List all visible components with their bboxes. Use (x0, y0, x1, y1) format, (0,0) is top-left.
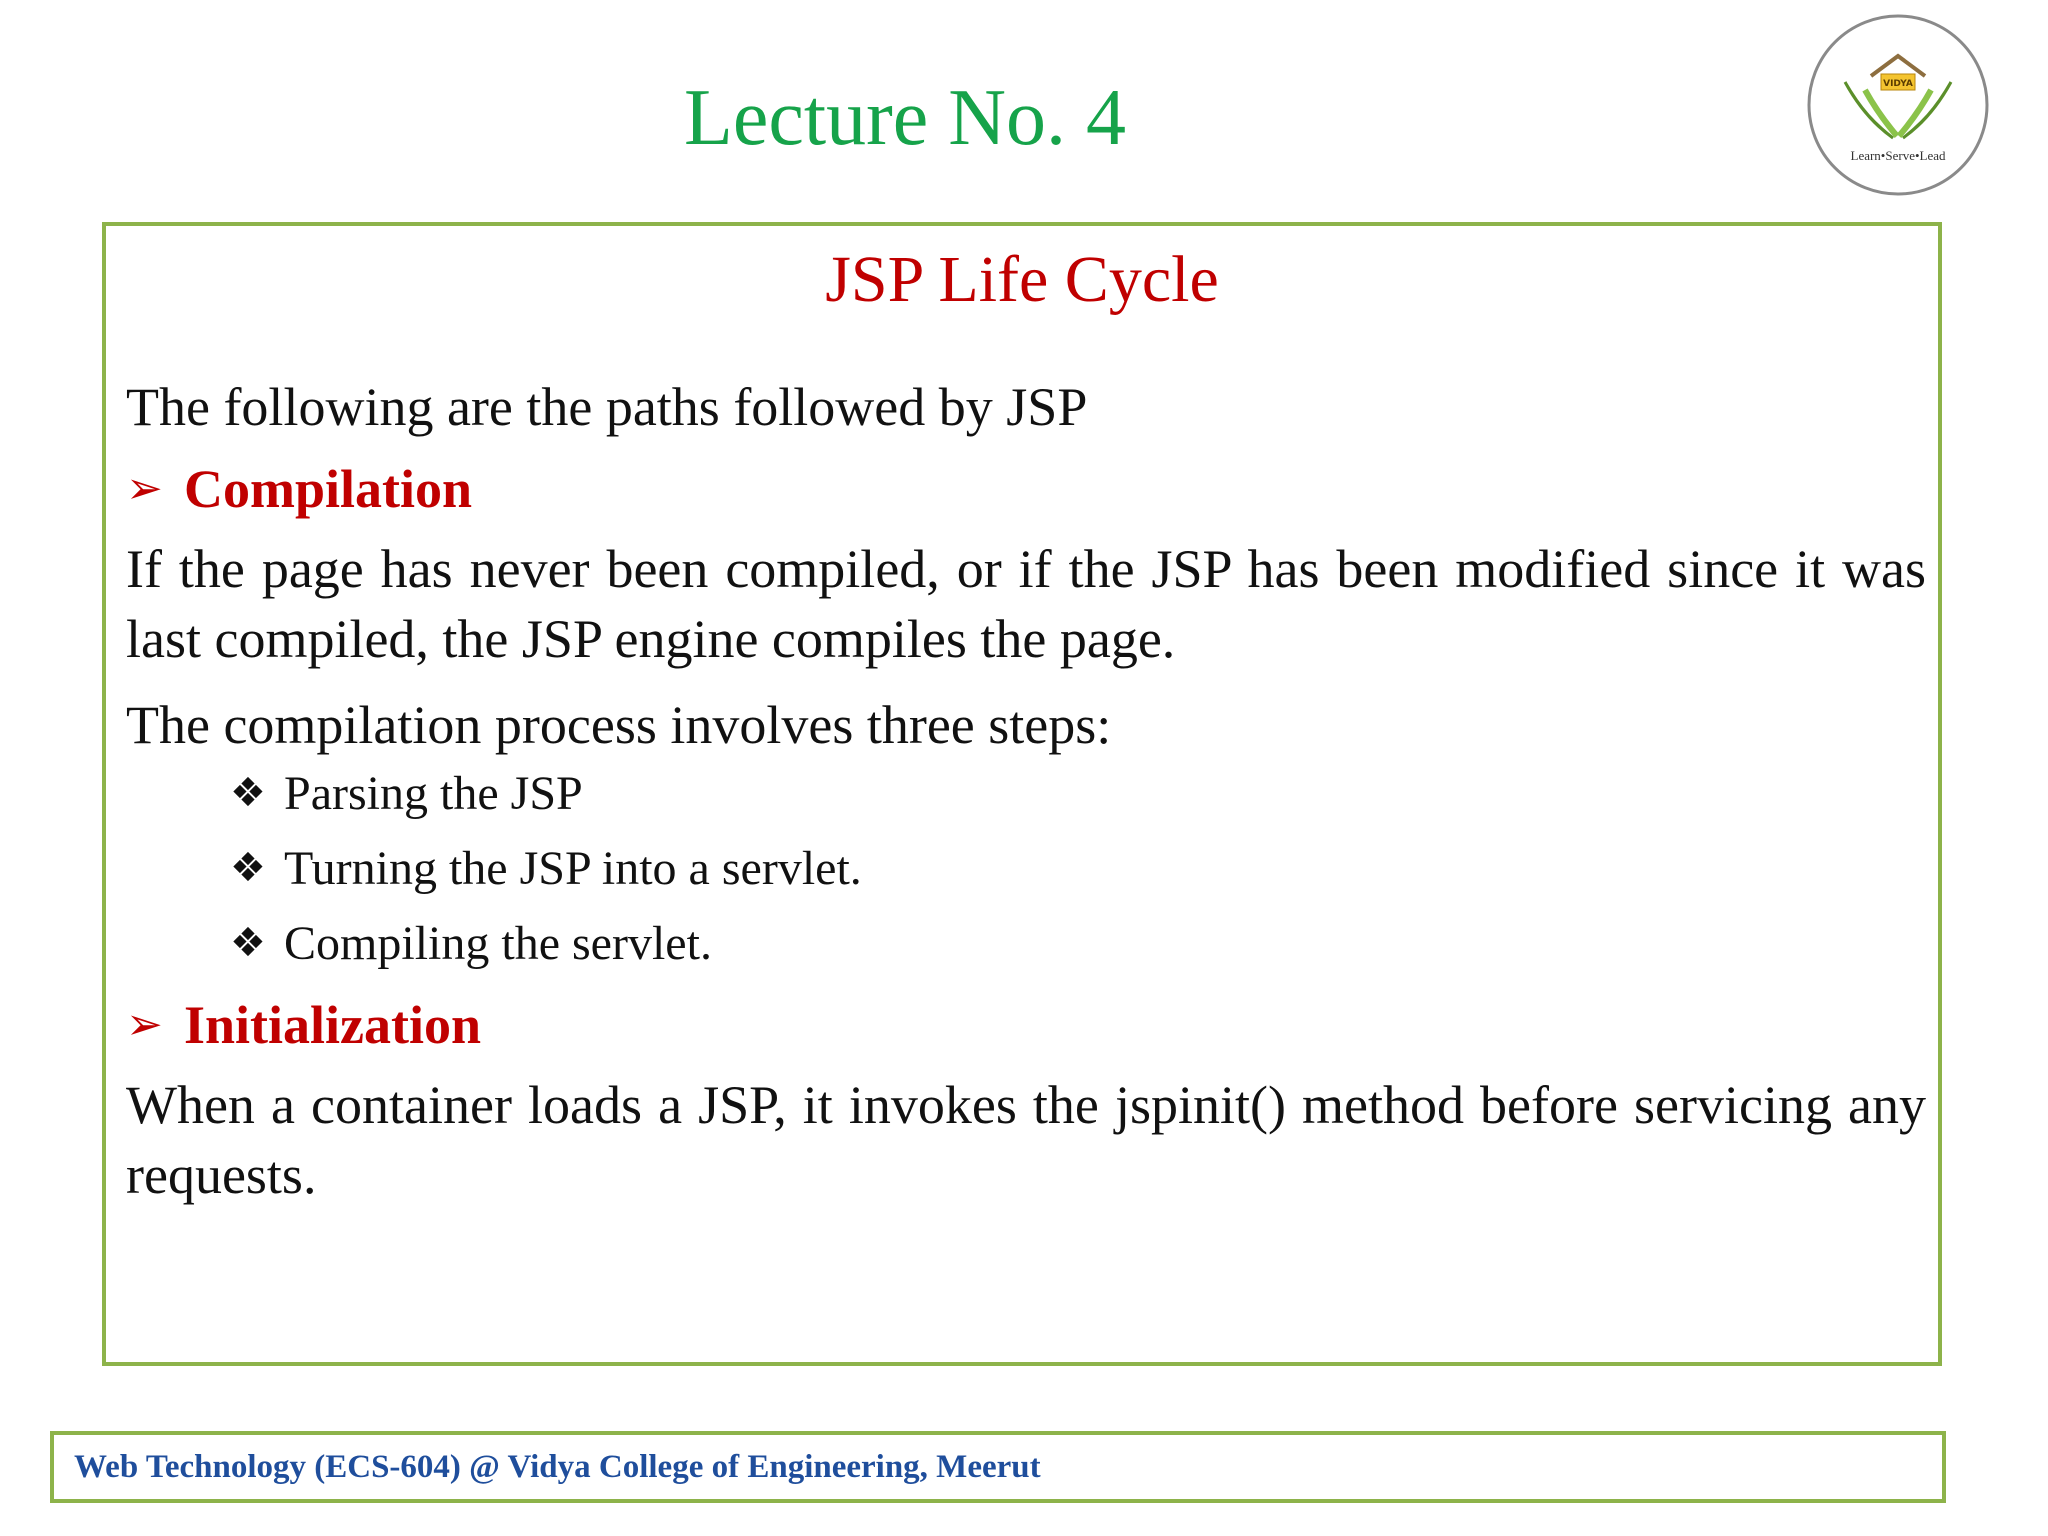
logo-tagline: Learn•Serve•Lead (1850, 148, 1946, 163)
section-heading-initialization (126, 990, 481, 1060)
slide-content-box (102, 222, 1942, 1366)
step-text: Turning the JSP into a servlet. (284, 842, 862, 895)
college-logo (1805, 12, 1991, 198)
section-heading-compilation (126, 454, 472, 524)
logo-name: VIDYA (1883, 79, 1913, 89)
step-item (230, 906, 862, 981)
section-title-compilation: Compilation (184, 459, 473, 519)
lecture-title: Lecture No. 4 (683, 74, 1127, 162)
step-text: Compiling the servlet. (284, 917, 712, 970)
compilation-steps-list (230, 756, 862, 981)
section-title-initialization: Initialization (184, 995, 482, 1055)
four-diamond-bullet-icon: ❖ (230, 845, 266, 891)
footer-bar (50, 1431, 1946, 1503)
four-diamond-bullet-icon: ❖ (230, 770, 266, 816)
steps-intro: The compilation process involves three steps: (126, 695, 1112, 755)
intro-text: The following are the paths followed by JSP (126, 377, 1088, 437)
initialization-paragraph: When a container loads a JSP, it invokes the jspinit() method before servicing any requests. (126, 1075, 1926, 1205)
step-item (230, 831, 862, 906)
slide-heading: JSP Life Cycle (825, 243, 1219, 316)
four-diamond-bullet-icon: ❖ (230, 920, 266, 966)
compilation-paragraph: If the page has never been compiled, or if the JSP has been modified since it was last compiled, the JSP engine compiles the page. (126, 539, 1926, 669)
step-item (230, 756, 862, 831)
arrow-bullet-icon: ➢ (126, 999, 163, 1050)
arrow-bullet-icon: ➢ (126, 463, 163, 514)
step-text: Parsing the JSP (284, 767, 583, 820)
footer-text: Web Technology (ECS-604) @ Vidya College of Engineering, Meerut (74, 1449, 1041, 1485)
